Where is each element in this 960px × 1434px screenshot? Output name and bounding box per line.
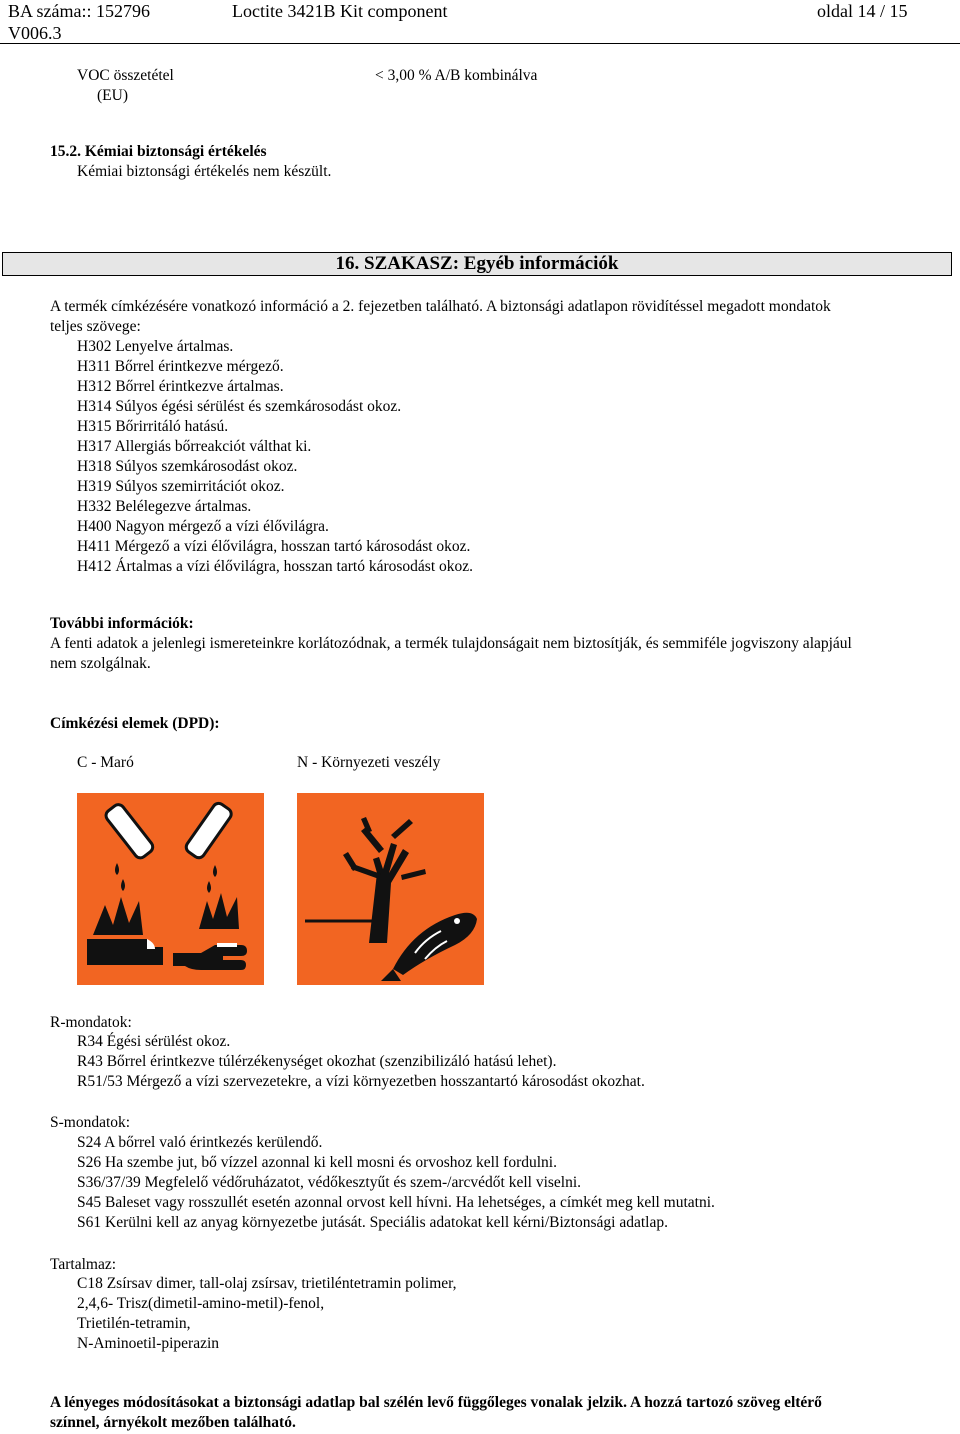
list-item: H312 Bőrrel érintkezve ártalmas.	[77, 378, 284, 395]
list-item: S61 Kerülni kell az anyag környezetbe jutását. Speciális adatokat kell kérni/Biztonsági adatlap.	[77, 1214, 668, 1231]
list-item: S45 Baleset vagy rosszullét esetén azonnal orvost kell hívni. Ha lehetséges, a címkét meg kell mutatni.	[77, 1194, 715, 1211]
chem-safety-heading: 15.2. Kémiai biztonsági értékelés	[50, 143, 267, 160]
list-item: H315 Bőrirritáló hatású.	[77, 418, 229, 435]
list-item: Trietilén-tetramin,	[77, 1315, 191, 1332]
voc-label-eu: (EU)	[97, 87, 128, 104]
r-phrase-list	[77, 1032, 645, 1092]
section-16-intro: A termék címkézésére vonatkozó információ a 2. fejezetben található. A biztonsági adatlapon rövidítéssel megadott mondatok	[50, 298, 831, 315]
list-item: H317 Allergiás bőrreakciót válthat ki.	[77, 438, 312, 455]
h-statement-list	[77, 337, 473, 577]
list-item: R34 Égési sérülést okoz.	[77, 1033, 231, 1050]
corrosive-icon	[77, 793, 264, 985]
list-item: C18 Zsírsav dimer, tall-olaj zsírsav, trietiléntetramin polimer,	[77, 1275, 457, 1292]
list-item: S24 A bőrrel való érintkezés kerülendő.	[77, 1134, 323, 1151]
list-item: H318 Súlyos szemkárosodást okoz.	[77, 458, 298, 475]
contents-list	[77, 1274, 457, 1354]
further-info-text: A fenti adatok a jelenlegi ismereteinkre korlátozódnak, a termék tulajdonságait nem biztosítják, és semmiféle jogviszony alapjául	[50, 635, 852, 652]
product-name: Loctite 3421B Kit component	[232, 1, 448, 21]
labeling-heading: Címkézési elemek (DPD):	[50, 715, 220, 732]
voc-value: < 3,00 % A/B kombinálva	[375, 67, 538, 84]
voc-label: VOC összetétel	[77, 67, 174, 84]
list-item: 2,4,6- Trisz(dimetil-amino-metil)-fenol,	[77, 1295, 325, 1312]
s-phrase-list	[77, 1133, 715, 1233]
footer-note-cont: színnel, árnyékolt mezőben található.	[50, 1414, 296, 1431]
environment-hazard-icon	[297, 793, 484, 985]
list-item: H332 Belélegezve ártalmas.	[77, 498, 252, 515]
list-item: H411 Mérgező a vízi élővilágra, hosszan tartó károsodást okoz.	[77, 538, 471, 555]
document-number: BA száma:: 152796	[8, 1, 150, 21]
list-item: H400 Nagyon mérgező a vízi élővilágra.	[77, 518, 329, 535]
section-16-title: 16. SZAKASZ: Egyéb információk	[2, 252, 952, 276]
list-item: S26 Ha szembe jut, bő vízzel azonnal ki kell mosni és orvoshoz kell fordulni.	[77, 1154, 557, 1171]
symbol-n-label: N - Környezeti veszély	[297, 754, 441, 771]
symbol-c-label: C - Maró	[77, 754, 134, 771]
r-phrases-label: R-mondatok:	[50, 1014, 132, 1031]
list-item: H412 Ártalmas a vízi élővilágra, hosszan tartó károsodást okoz.	[77, 558, 473, 575]
list-item: H311 Bőrrel érintkezve mérgező.	[77, 358, 284, 375]
list-item: H314 Súlyos égési sérülést és szemkárosodást okoz.	[77, 398, 402, 415]
list-item: H319 Súlyos szemirritációt okoz.	[77, 478, 285, 495]
page-number: oldal 14 / 15	[817, 1, 908, 21]
list-item: S36/37/39 Megfelelő védőruházatot, védőkesztyűt és szem-/arcvédőt kell viselni.	[77, 1174, 582, 1191]
list-item: N-Aminoetil-piperazin	[77, 1335, 220, 1352]
contents-label: Tartalmaz:	[50, 1256, 117, 1273]
header-rule	[0, 43, 960, 44]
document-version: V006.3	[8, 23, 62, 43]
footer-note: A lényeges módosításokat a biztonsági adatlap bal szélén levő függőleges vonalak jelzik. A hozzá tartozó szöveg eltérő	[50, 1394, 822, 1411]
further-info-heading: További információk:	[50, 615, 194, 632]
list-item: H302 Lenyelve ártalmas.	[77, 338, 234, 355]
list-item: R51/53 Mérgező a vízi szervezetekre, a vízi környezetben hosszantartó károsodást okozhat.	[77, 1073, 645, 1090]
s-phrases-label: S-mondatok:	[50, 1114, 131, 1131]
section-16-intro-cont: teljes szövege:	[50, 318, 141, 335]
list-item: R43 Bőrrel érintkezve túlérzékenységet okozhat (szenzibilizáló hatású lehet).	[77, 1053, 557, 1070]
chem-safety-text: Kémiai biztonsági értékelés nem készült.	[77, 163, 332, 180]
further-info-text-cont: nem szolgálnak.	[50, 655, 151, 672]
